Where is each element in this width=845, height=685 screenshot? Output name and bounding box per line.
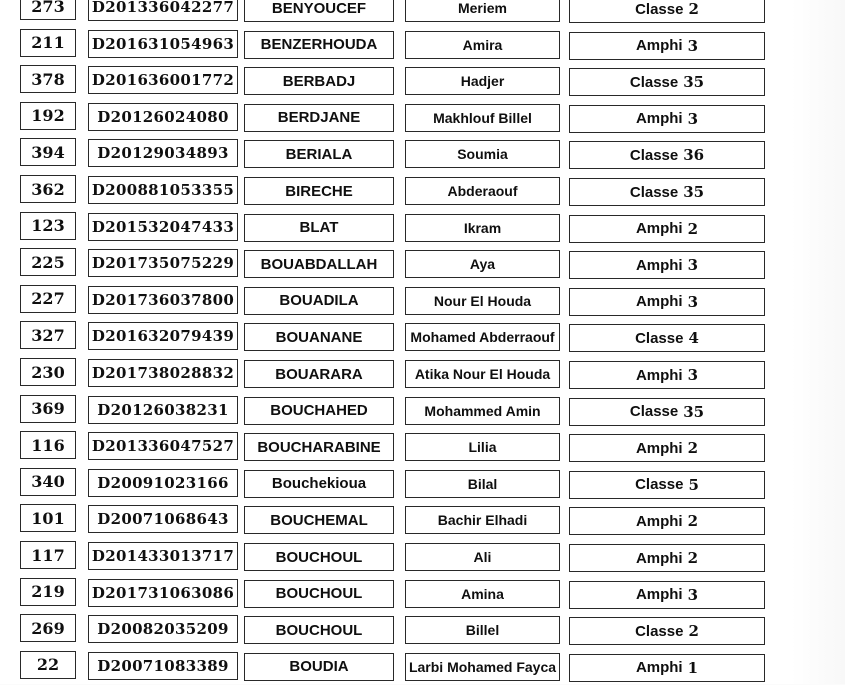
last-name-cell: BERDJANE (244, 104, 394, 132)
room-type: Classe (635, 0, 684, 18)
first-name-cell: Amira (405, 31, 560, 59)
table-row (0, 578, 845, 612)
row-number: 22 (20, 651, 76, 679)
room-type: Amphi (635, 439, 683, 457)
row-number: 269 (20, 614, 76, 642)
room-number: 3 (687, 585, 699, 604)
room-cell (569, 288, 765, 316)
row-number: 219 (20, 578, 76, 606)
table-row (0, 29, 845, 63)
room-cell (569, 361, 765, 389)
first-name-cell: Meriem (405, 0, 560, 22)
room-cell (569, 141, 765, 169)
room-type: Classe (629, 73, 679, 91)
row-number: 225 (20, 248, 76, 276)
room-type: Classe (635, 622, 684, 640)
matricule-cell: D201736037800 (88, 286, 238, 314)
room-number: 2 (687, 439, 699, 458)
room-type: Classe (635, 476, 684, 494)
room-cell (569, 0, 765, 23)
last-name-cell: Bouchekioua (244, 470, 394, 498)
row-number: 362 (20, 175, 76, 203)
row-number: 117 (20, 541, 76, 569)
matricule-cell: D20071068643 (88, 505, 238, 533)
room-type: Amphi (635, 659, 683, 677)
room-cell (569, 507, 765, 535)
room-type: Amphi (635, 293, 683, 311)
first-name-cell: Abderaouf (405, 177, 560, 205)
matricule-cell: D201636001772 (88, 66, 238, 94)
matricule-cell: D201738028832 (88, 359, 238, 387)
room-cell (569, 654, 765, 682)
first-name-cell: Ali (405, 543, 560, 571)
room-type: Classe (635, 329, 684, 347)
table-row (0, 212, 845, 246)
row-number: 340 (20, 468, 76, 496)
last-name-cell: BOUCHOUL (244, 543, 394, 571)
first-name-cell: Nour El Houda (405, 287, 560, 315)
table-row (0, 504, 845, 538)
last-name-cell: BIRECHE (244, 177, 394, 205)
matricule-cell: D20091023166 (88, 469, 238, 497)
table-row (0, 431, 845, 465)
row-number: 378 (20, 65, 76, 93)
row-number: 394 (20, 138, 76, 166)
room-type: Amphi (635, 220, 683, 238)
first-name-cell: Hadjer (405, 67, 560, 95)
room-cell (569, 617, 765, 645)
first-name-cell: Atika Nour El Houda (405, 360, 560, 388)
last-name-cell: BENZERHOUDA (244, 31, 394, 59)
matricule-cell: D20126038231 (88, 396, 238, 424)
room-cell (569, 105, 765, 133)
last-name-cell: BOUANANE (244, 323, 394, 351)
table-row (0, 614, 845, 648)
room-cell (569, 434, 765, 462)
matricule-cell: D201336047527 (88, 432, 238, 460)
last-name-cell: BENYOUCEF (244, 0, 394, 22)
matricule-cell: D201532047433 (88, 213, 238, 241)
first-name-cell: Billel (405, 616, 560, 644)
matricule-cell: D201735075229 (88, 249, 238, 277)
room-type: Classe (629, 183, 679, 201)
table-row (0, 541, 845, 575)
first-name-cell: Soumia (405, 140, 560, 168)
row-number: 230 (20, 358, 76, 386)
room-cell (569, 398, 765, 426)
table-row (0, 65, 845, 99)
table-row (0, 651, 845, 685)
first-name-cell: Ikram (405, 214, 560, 242)
room-number: 35 (683, 73, 705, 92)
row-number: 123 (20, 212, 76, 240)
last-name-cell: BOUCHOUL (244, 616, 394, 644)
matricule-cell: D201731063086 (88, 579, 238, 607)
room-type: Classe (629, 146, 679, 164)
room-number: 3 (687, 366, 699, 384)
room-type: Amphi (635, 110, 683, 128)
room-number: 3 (687, 109, 699, 128)
room-cell (569, 251, 765, 279)
table-row (0, 138, 845, 172)
first-name-cell: Amina (405, 580, 560, 608)
room-number: 2 (688, 0, 699, 18)
table-row (0, 468, 845, 502)
last-name-cell: BERIALA (244, 140, 394, 168)
room-number: 2 (688, 622, 699, 641)
room-type: Classe (629, 403, 679, 421)
first-name-cell: Larbi Mohamed Fayca (405, 653, 560, 681)
last-name-cell: BOUCHARABINE (244, 433, 394, 461)
table-row (0, 321, 845, 355)
first-name-cell: Makhlouf Billel (405, 104, 560, 132)
matricule-cell: D201632079439 (88, 322, 238, 350)
table-row (0, 395, 845, 429)
room-cell (569, 68, 765, 96)
row-number: 192 (20, 102, 76, 130)
room-number: 5 (688, 475, 699, 494)
table-row (0, 248, 845, 282)
room-type: Amphi (635, 549, 683, 567)
first-name-cell: Aya (405, 250, 560, 278)
room-type: Amphi (635, 37, 683, 55)
first-name-cell: Bilal (405, 470, 560, 498)
table-row (0, 102, 845, 136)
room-number: 3 (687, 36, 699, 55)
room-number: 2 (687, 549, 699, 567)
last-name-cell: BERBADJ (244, 67, 394, 95)
first-name-cell: Mohamed Abderraouf (405, 323, 560, 351)
room-cell (569, 471, 765, 499)
room-number: 2 (687, 512, 699, 531)
room-number: 35 (683, 183, 705, 201)
row-number: 369 (20, 395, 76, 423)
room-cell (569, 32, 765, 60)
table-row (0, 285, 845, 319)
matricule-cell: D201433013717 (88, 542, 238, 570)
first-name-cell: Lilia (405, 433, 560, 461)
matricule-cell: D200881053355 (88, 176, 238, 204)
last-name-cell: BOUDIA (244, 653, 394, 681)
room-cell (569, 324, 765, 352)
first-name-cell: Mohammed Amin (405, 397, 560, 425)
row-number: 116 (20, 431, 76, 459)
room-number: 3 (687, 292, 699, 311)
room-number: 35 (683, 402, 705, 421)
last-name-cell: BOUABDALLAH (244, 250, 394, 278)
row-number: 101 (20, 504, 76, 532)
row-number: 227 (20, 285, 76, 313)
room-type: Amphi (635, 256, 683, 274)
room-cell (569, 178, 765, 206)
row-number: 211 (20, 29, 76, 57)
last-name-cell: BLAT (244, 214, 394, 242)
room-type: Amphi (635, 366, 683, 384)
last-name-cell: BOUCHOUL (244, 580, 394, 608)
table-row (0, 358, 845, 392)
room-type: Amphi (635, 586, 683, 604)
matricule-cell: D20071083389 (88, 652, 238, 680)
last-name-cell: BOUCHEMAL (244, 506, 394, 534)
room-number: 4 (688, 329, 699, 348)
room-cell (569, 215, 765, 243)
table-row (0, 0, 845, 26)
room-number: 2 (687, 219, 699, 238)
room-cell (569, 581, 765, 609)
table-row (0, 175, 845, 209)
matricule-cell: D20082035209 (88, 615, 238, 643)
last-name-cell: BOUCHAHED (244, 397, 394, 425)
room-number: 36 (683, 146, 705, 165)
matricule-cell: D20126024080 (88, 103, 238, 131)
first-name-cell: Bachir Elhadi (405, 506, 560, 534)
last-name-cell: BOUARARA (244, 360, 394, 388)
last-name-cell: BOUADILA (244, 287, 394, 315)
matricule-cell: D20129034893 (88, 139, 238, 167)
matricule-cell: D201336042277 (88, 0, 238, 21)
room-type: Amphi (635, 512, 683, 530)
room-cell (569, 544, 765, 572)
row-number: 327 (20, 321, 76, 349)
room-number: 3 (687, 256, 699, 275)
row-number: 273 (20, 0, 76, 20)
room-number: 1 (687, 658, 699, 677)
matricule-cell: D201631054963 (88, 30, 238, 58)
